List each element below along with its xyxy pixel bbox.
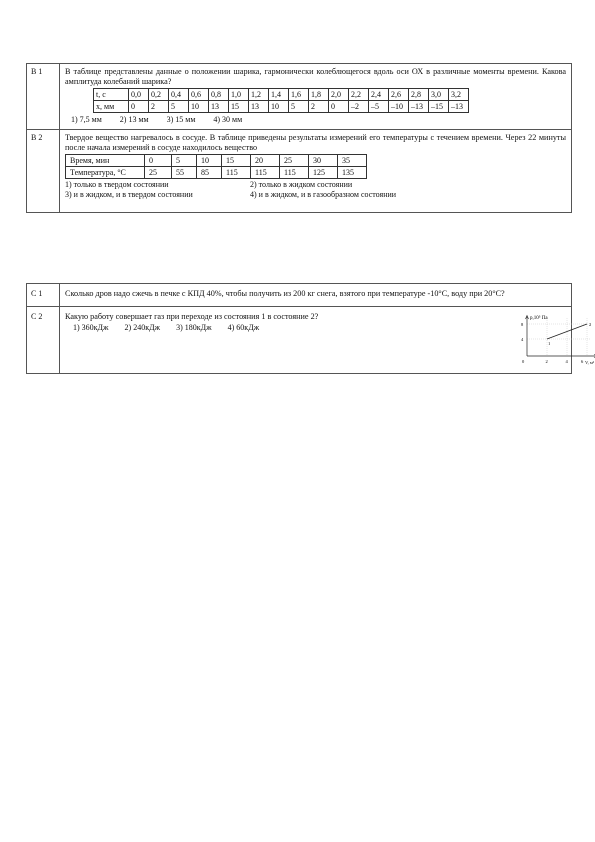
answer-option: 4) и в жидком, и в газообразном состоянии [250, 190, 397, 200]
answer-options [73, 323, 566, 333]
question-number: С 1 [27, 284, 60, 307]
graph-grid [527, 318, 591, 356]
question-body [60, 129, 572, 212]
position-cell: –13 [449, 101, 469, 113]
position-cell: 2 [309, 101, 329, 113]
time-cell: 15 [222, 155, 251, 167]
x-tick-label: 4 [565, 359, 568, 365]
position-row [94, 101, 469, 113]
time-cell: 2,4 [369, 89, 389, 101]
answer-option: 2) только в жидком состоянии [250, 180, 353, 190]
time-cell: 0,0 [129, 89, 149, 101]
time-cell: 2,6 [389, 89, 409, 101]
questions-table-c [26, 283, 595, 374]
temperature-row [66, 167, 367, 179]
time-cell: 10 [197, 155, 222, 167]
temperature-cell: 85 [197, 167, 222, 179]
position-cell: –2 [349, 101, 369, 113]
position-cell: 2 [149, 101, 169, 113]
position-cell: 13 [209, 101, 229, 113]
question-number: В 2 [27, 129, 60, 212]
y-tick-label: 8 [521, 322, 524, 328]
question-content [65, 312, 595, 370]
answer-options [71, 115, 566, 125]
y-tick-label: 4 [521, 337, 524, 343]
time-cell: 30 [309, 155, 338, 167]
time-cell: 25 [280, 155, 309, 167]
temperature-header: Температура, °С [66, 167, 145, 179]
time-cell: 0,6 [189, 89, 209, 101]
temperature-cell: 135 [338, 167, 367, 179]
answer-options [65, 180, 566, 200]
position-table [93, 88, 469, 113]
position-cell: 5 [289, 101, 309, 113]
question-row-c1 [27, 284, 572, 307]
time-cell: 2,2 [349, 89, 369, 101]
time-cell: 35 [338, 155, 367, 167]
position-cell: 0 [329, 101, 349, 113]
answer-option: 4) 60кДж [227, 323, 260, 333]
position-cell: –15 [429, 101, 449, 113]
time-cell: 0 [145, 155, 172, 167]
question-text: Сколько дров надо сжечь в печке с КПД 40%, чтобы получить из 200 кг снега, взятого при температуре -10°С, воду при 20°С? [65, 289, 505, 298]
answer-option: 1) только в твердом состоянии [65, 180, 169, 190]
answer-option: 4) 30 мм [213, 115, 243, 125]
temperature-cell: 25 [145, 167, 172, 179]
time-header: t, с [94, 89, 129, 101]
pv-graph [519, 312, 595, 370]
time-cell: 2,8 [409, 89, 429, 101]
time-cell: 2,0 [329, 89, 349, 101]
time-cell: 0,8 [209, 89, 229, 101]
temperature-cell: 115 [251, 167, 280, 179]
time-row [66, 155, 367, 167]
question-number: В 1 [27, 64, 60, 130]
time-cell: 0,2 [149, 89, 169, 101]
x-tick-label: 6 [581, 359, 584, 365]
position-cell: –5 [369, 101, 389, 113]
temperature-cell: 125 [309, 167, 338, 179]
position-header: x, мм [94, 101, 129, 113]
position-cell: 5 [169, 101, 189, 113]
position-cell: 15 [229, 101, 249, 113]
time-cell: 1,0 [229, 89, 249, 101]
time-cell: 1,2 [249, 89, 269, 101]
question-row-b1 [27, 64, 572, 130]
question-text: В таблице представлены данные о положении шарика, гармонически колеблющегося вдоль оси ОХ в различные моменты времени. Какова амплитуда колебаний шарика? [65, 67, 566, 87]
position-cell: 10 [269, 101, 289, 113]
time-cell: 1,6 [289, 89, 309, 101]
question-body [60, 64, 572, 130]
questions-table-b [26, 63, 572, 213]
question-body [60, 284, 572, 307]
question-body [60, 307, 595, 374]
time-cell: 3,2 [449, 89, 469, 101]
answer-option: 3) и в жидком, и в твердом состоянии [65, 190, 193, 200]
position-cell: 0 [129, 101, 149, 113]
time-cell: 1,4 [269, 89, 289, 101]
time-cell: 3,0 [429, 89, 449, 101]
time-row [94, 89, 469, 101]
temperature-table [65, 154, 367, 179]
answer-option: 1) 7,5 мм [71, 115, 102, 125]
time-cell: 1,8 [309, 89, 329, 101]
question-row-c2 [27, 307, 572, 374]
answer-option: 3) 15 мм [166, 115, 196, 125]
answer-option: 2) 13 мм [119, 115, 149, 125]
y-axis-label: p,10⁵ Па [530, 316, 548, 322]
answer-option: 3) 180кДж [176, 323, 212, 333]
x-axis-label: V, м³ [585, 360, 595, 366]
position-cell: –13 [409, 101, 429, 113]
temperature-cell: 55 [172, 167, 197, 179]
position-cell: 10 [189, 101, 209, 113]
point-label: 1 [548, 341, 551, 347]
answer-option: 1) 360кДж [73, 323, 109, 333]
answer-option: 2) 240кДж [124, 323, 161, 333]
question-text: Какую работу совершает газ при переходе из состояния 1 в состояние 2? [65, 312, 319, 322]
time-cell: 0,4 [169, 89, 189, 101]
x-tick-label: 2 [545, 359, 548, 365]
question-text: Твердое вещество нагревалось в сосуде. В таблице приведены результаты измерений его температуры с течением времени. Через 22 минуты после начала измерений в сосуде находилось вещество [65, 132, 566, 152]
temperature-cell: 115 [280, 167, 309, 179]
x-tick-label: 0 [522, 359, 525, 365]
question-number: С 2 [27, 307, 60, 374]
position-cell: 13 [249, 101, 269, 113]
question-row-b2 [27, 129, 572, 212]
time-cell: 5 [172, 155, 197, 167]
position-cell: –10 [389, 101, 409, 113]
point-label: 2 [589, 322, 592, 328]
time-header: Время, мин [66, 155, 145, 167]
temperature-cell: 115 [222, 167, 251, 179]
time-cell: 20 [251, 155, 280, 167]
